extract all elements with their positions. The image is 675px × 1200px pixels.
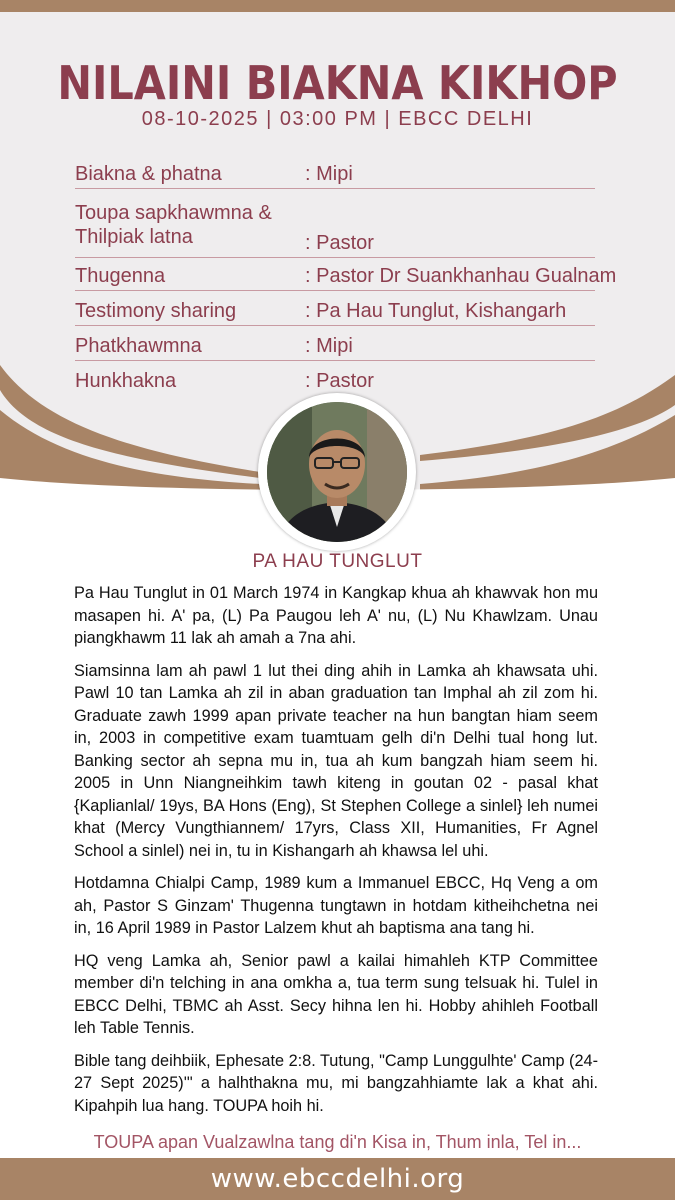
top-bar [0,0,675,12]
bio-paragraph: HQ veng Lamka ah, Senior pawl a kailai himahleh KTP Committee member di'n telching in ana omkha a, tua term sung telsuak hi. Tulel in EBCC Delhi, TBMC ah Asst. Secy hihna len hi. Hobby ahihleh Football leh Table Tennis. [74,951,598,1037]
program-list [75,160,617,395]
program-value: : Mipi [305,163,353,185]
bio-paragraph: Siamsinna lam ah pawl 1 lut thei ding ahih in Lamka ah khawsata uhi. Pawl 10 tan Lamka ah zil in aban graduation tan Imphal ah zil zom hi. Graduate zawh 1999 apan private teacher na hun bangtan hiam seem in, 2003 in competitive exam tuamtuam gelh di'n Delhi tual hong lut. Banking sector ah sepna mu in, tua ah kum bangzah hiam seem hi. 2005 in Unn Niangneihkim tawh kiteng in goutan 02 - pasal khat {Kaplianlal/ 19ys, BA Hons (Eng), St Stephen College a sinlel} leh numei khat (Mercy Vungthiannem/ 17yrs, Class XII, Humanities, Fr Agnel School a sinlel) nei in, tu in Kishangarh ah khawsa lel uhi. [74,661,598,860]
program-label: Testimony sharing [75,300,237,322]
program-value: : Pa Hau Tunglut, Kishangarh [305,300,567,322]
page-title: NILAINI BIAKNA KIKHOP [57,56,618,110]
bio-paragraph: Pa Hau Tunglut in 01 March 1974 in Kangkap khua ah khawvak hon mu masapen hi. A' pa, (L) Pa Paugou leh A' nu, (L) Nu Khawlzam. Unau piangkhawm 11 lak ah amah a 7na ahi. [74,584,598,647]
program-value: : Pastor Dr Suankhanhau Gualnam [305,265,617,287]
footer-bar [0,1158,675,1200]
program-label: Hunkhakna [75,370,177,392]
program-value: : Mipi [305,335,353,357]
program-row [75,160,595,189]
biography [74,582,598,1127]
program-value: : Pastor [305,232,374,254]
person-illustration [267,402,407,542]
portrait-frame [258,393,416,551]
person-name: PA HAU TUNGLUT [252,551,423,572]
program-row [75,258,617,291]
website-link[interactable]: www.ebccdelhi.org [210,1164,465,1194]
program-row [75,199,595,258]
tagline: TOUPA apan Vualzawlna tang di'n Kisa in, Thum inla, Tel in... [93,1132,582,1152]
program-label: Phatkhawmna [75,335,202,357]
event-details: 08-10-2025 | 03:00 PM | EBCC DELHI [141,108,534,130]
bio-paragraph: Bible tang deihbiik, Ephesate 2:8. Tutung, "Camp Lunggulhte' Camp (24-27 Sept 2025)'" a halhthakna mu, mi bangzahhiamte lak a khat ahi. Kipahpih lua hang. TOUPA hoih hi. [74,1051,598,1115]
portrait-photo [267,402,407,542]
program-label: Biakna & phatna [75,163,222,185]
bio-paragraph: Hotdamna Chialpi Camp, 1989 kum a Immanuel EBCC, Hq Veng a om ah, Pastor S Ginzam' Thugenna tungtawn in hotdam kitheihchetna nei in, 16 April 1989 in Pastor Lalzem khut ah baptisma ana tang hi. [74,874,598,937]
program-label: Thugenna [75,265,166,287]
program-row [75,291,595,326]
program-value: : Pastor [305,370,374,392]
program-row [75,326,595,361]
program-label: Toupa sapkhawmna & Thilpiak latna [75,202,272,248]
program-row [75,361,595,395]
